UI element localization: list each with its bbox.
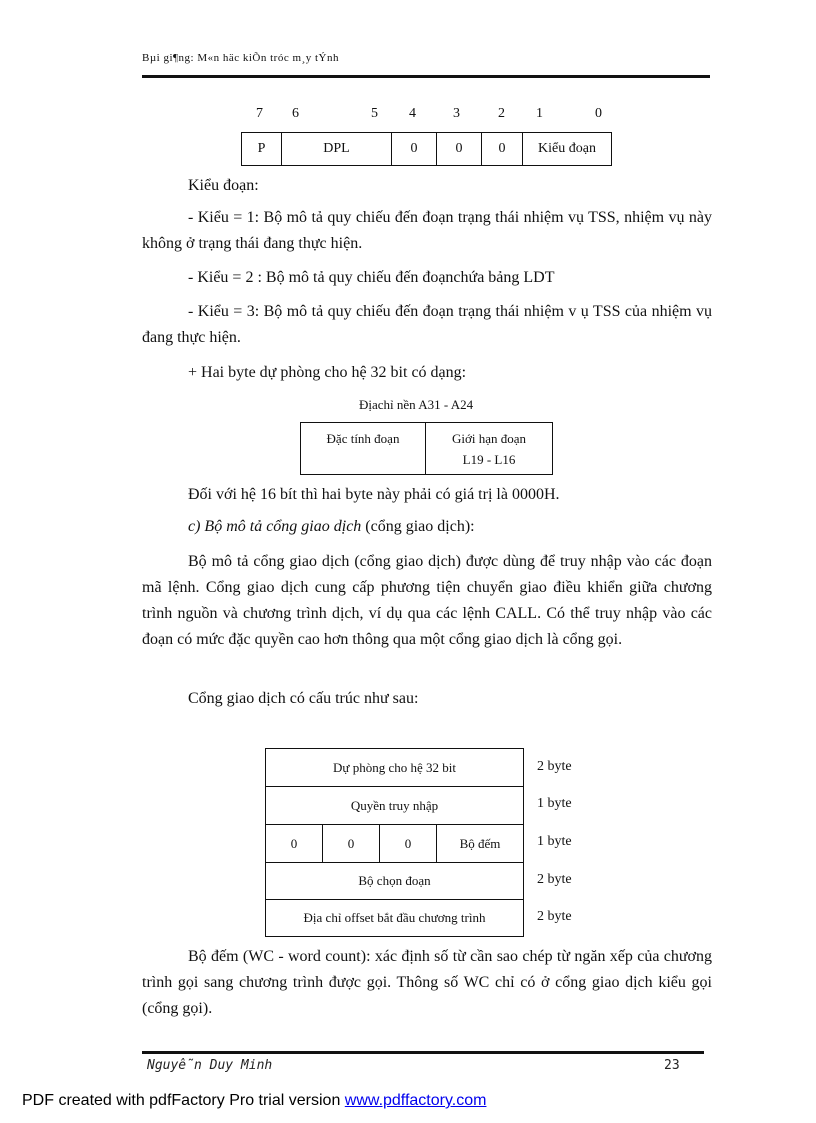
byte-size-label: 1 byte [537, 796, 572, 811]
zero-cell: 0 [437, 133, 482, 166]
bit-number: 0 [595, 106, 602, 121]
footer-rule [142, 1051, 704, 1054]
paragraph-gate-heading [142, 514, 712, 540]
bit-number: 4 [409, 106, 416, 121]
base-address-caption: Địachỉ nền A31 - A24 [359, 397, 474, 412]
bit-number: 1 [536, 106, 543, 121]
gate-descriptor-table [265, 748, 524, 937]
zero-cell: 0 [380, 825, 437, 863]
paragraph-type-1: - Kiểu = 1: Bộ mô tả quy chiếu đến đoạn trạng thái nhiệm vụ TSS, nhiệm vụ này không ở trạng thái đang thực hiện. [142, 209, 712, 252]
footer-author: Nguyễn Duy Minh [147, 1058, 273, 1073]
pdf-watermark [22, 1092, 486, 1110]
paragraph-segment-type: Kiểu đoạn: [188, 177, 259, 194]
gate-heading-rest: (cổng giao dịch): [361, 518, 475, 535]
dpl-cell: DPL [282, 133, 392, 166]
reserved-32bit-row: Dự phòng cho hệ 32 bit [266, 749, 524, 787]
bit-number: 7 [256, 106, 263, 121]
word-count-cell: Bộ đếm [437, 825, 524, 863]
segment-type-cell: Kiểu đoạn [523, 133, 612, 166]
p-cell: P [242, 133, 282, 166]
paragraph-type-3: - Kiểu = 3: Bộ mô tả quy chiếu đến đoạn trạng thái nhiệm v ụ TSS của nhiệm vụ đang thực hiện. [142, 303, 712, 346]
paragraph-type-2: - Kiểu = 2 : Bộ mô tả quy chiếu đến đoạnchứa bảng LDT [188, 269, 555, 286]
pdf-watermark-text: PDF created with pdfFactory Pro trial version [22, 1092, 345, 1109]
paragraph-reserved-bytes: + Hai byte dự phòng cho hệ 32 bit có dạng: [188, 364, 467, 381]
page-number: 23 [664, 1058, 680, 1073]
pdffactory-link[interactable]: www.pdffactory.com [344, 1092, 487, 1109]
byte-size-label: 2 byte [537, 872, 572, 887]
reserved-bytes-table [300, 422, 553, 475]
offset-address-row: Địa chỉ offset bắt đầu chương trình [266, 900, 524, 937]
paragraph-gate-structure: Cổng giao dịch có cấu trúc như sau: [188, 690, 419, 707]
byte-size-label: 2 byte [537, 909, 572, 924]
segment-selector-row: Bộ chọn đoạn [266, 863, 524, 900]
segment-limit-label: Giới hạn đoạn [451, 430, 527, 446]
access-rights-row: Quyền truy nhập [266, 787, 524, 825]
running-header: Bµi gi¶ng: M«n häc kiÕn tróc m¸y tÝnh [142, 52, 339, 64]
byte-size-label: 2 byte [537, 759, 572, 774]
segment-attribute-cell: Đặc tính đoạn [301, 423, 426, 475]
gate-heading-italic: c) Bộ mô tả cổng giao dịch [188, 518, 362, 535]
bit-number: 5 [371, 106, 378, 121]
paragraph-16bit: Đối với hệ 16 bít thì hai byte này phải có giá trị là 0000H. [188, 486, 560, 503]
zero-cell: 0 [482, 133, 523, 166]
segment-limit-bits: L19 - L16 [462, 451, 516, 467]
bit-number: 6 [292, 106, 299, 121]
header-rule [142, 75, 710, 78]
bit-number: 3 [453, 106, 460, 121]
access-byte-table [241, 132, 612, 166]
byte-size-label: 1 byte [537, 834, 572, 849]
zero-cell: 0 [323, 825, 380, 863]
bit-number: 2 [498, 106, 505, 121]
zero-cell: 0 [392, 133, 437, 166]
paragraph-word-count: Bộ đếm (WC - word count): xác định số từ cần sao chép từ ngăn xếp của chương trình gọi sang chương trình được gọi. Thông số WC chỉ có ở cổng giao dịch kiểu gọi (cổng gọi). [142, 948, 712, 1017]
zero-cell: 0 [266, 825, 323, 863]
segment-limit-cell [426, 423, 553, 475]
paragraph-gate-description: Bộ mô tả cổng giao dịch (cổng giao dịch) được dùng để truy nhập vào các đoạn mã lệnh. Cổng giao dịch cung cấp phương tiện chuyển giao điều khiển giữa chương trình nguồn và chương trình dịch, ví dụ qua các lệnh CALL. Có thể truy nhập vào các đoạn có mức đặc quyền cao hơn thông qua một cổng giao dịch là cổng gọi. [142, 553, 712, 648]
